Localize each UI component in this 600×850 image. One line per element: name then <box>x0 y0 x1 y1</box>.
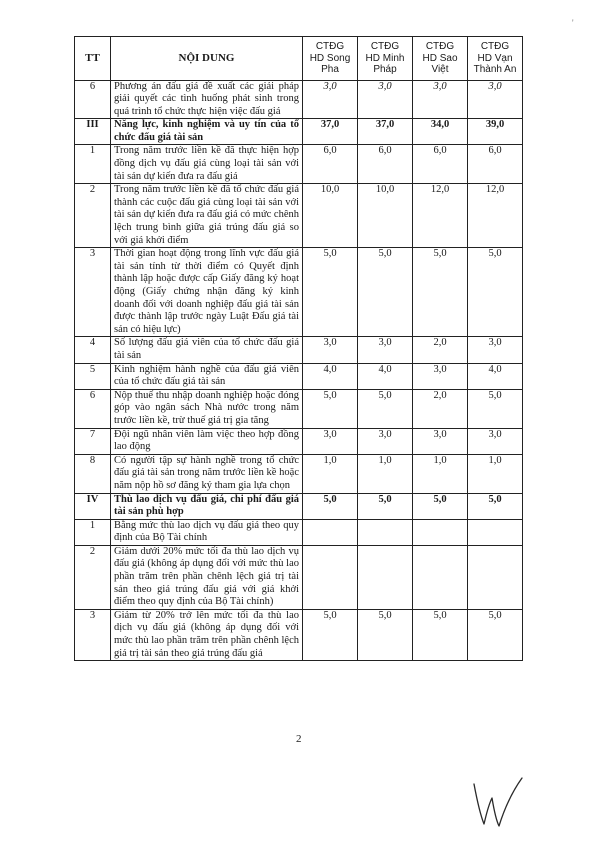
score-cell <box>413 545 468 609</box>
score-cell: 2,0 <box>413 389 468 428</box>
evaluation-table <box>74 36 523 661</box>
row-number: 5 <box>75 363 111 389</box>
score-cell: 4,0 <box>303 363 358 389</box>
header-line: Pháp <box>373 64 397 75</box>
score-cell: 5,0 <box>303 609 358 660</box>
table-row <box>75 248 523 337</box>
criterion-text: Năng lực, kinh nghiệm và uy tín của tổ chức đấu giá tài sản <box>111 119 303 145</box>
row-number: 3 <box>75 248 111 337</box>
row-number: 2 <box>75 184 111 248</box>
score-cell: 3,0 <box>303 428 358 454</box>
score-cell <box>468 545 523 609</box>
score-cell <box>358 545 413 609</box>
header-line: HD Song <box>309 52 351 64</box>
score-cell: 6,0 <box>358 145 413 184</box>
header-row <box>75 37 523 81</box>
score-cell: 5,0 <box>358 493 413 519</box>
row-number: 2 <box>75 545 111 609</box>
row-number: 6 <box>75 80 111 119</box>
table-row <box>75 609 523 660</box>
criterion-text: Đội ngũ nhân viên làm việc theo hợp đồng lao động <box>111 428 303 454</box>
score-cell <box>358 519 413 545</box>
row-number: 8 <box>75 454 111 493</box>
row-number: 6 <box>75 389 111 428</box>
table-row <box>75 119 523 145</box>
score-cell: 5,0 <box>303 248 358 337</box>
score-cell: 5,0 <box>413 493 468 519</box>
score-cell: 5,0 <box>413 609 468 660</box>
score-cell: 1,0 <box>468 454 523 493</box>
score-cell: 5,0 <box>358 609 413 660</box>
criterion-text: Trong năm trước liền kề đã tổ chức đấu giá thành các cuộc đấu giá cùng loại tài sản với tài sản dự kiến đưa ra đấu giá có mức chênh lệch trung bình giữa giá trúng đấu giá so với giá khởi điểm <box>111 184 303 248</box>
score-cell: 5,0 <box>303 493 358 519</box>
row-number: III <box>75 119 111 145</box>
table-row <box>75 545 523 609</box>
score-cell: 3,0 <box>413 363 468 389</box>
score-cell: 2,0 <box>413 337 468 363</box>
header-col-sao-viet <box>413 37 468 81</box>
row-number: 7 <box>75 428 111 454</box>
score-cell: 39,0 <box>468 119 523 145</box>
row-number: 3 <box>75 609 111 660</box>
table-row <box>75 184 523 248</box>
score-cell: 3,0 <box>413 428 468 454</box>
table-row <box>75 493 523 519</box>
criterion-text: Kinh nghiệm hành nghề của đấu giá viên của tổ chức đấu giá tài sản <box>111 363 303 389</box>
score-cell: 3,0 <box>303 80 358 119</box>
header-line: CTĐG <box>425 41 455 52</box>
score-cell <box>413 519 468 545</box>
table-row <box>75 428 523 454</box>
score-cell: 6,0 <box>413 145 468 184</box>
table-row <box>75 80 523 119</box>
score-cell: 3,0 <box>468 428 523 454</box>
header-line: CTĐG <box>315 41 345 52</box>
header-line: Thành An <box>473 64 517 75</box>
header-line: HD Sao <box>422 52 458 64</box>
header-col-van-thanh-an <box>468 37 523 81</box>
score-cell: 12,0 <box>413 184 468 248</box>
criterion-text: Phương án đấu giá đề xuất các giải pháp giải quyết các tình huống phát sinh trong quá trình tổ chức thực hiện việc đấu giá <box>111 80 303 119</box>
header-col-minh-phap <box>358 37 413 81</box>
score-cell: 5,0 <box>468 609 523 660</box>
score-cell: 5,0 <box>358 248 413 337</box>
handwritten-signature <box>468 770 528 834</box>
score-cell: 37,0 <box>358 119 413 145</box>
table-row <box>75 454 523 493</box>
table-row <box>75 389 523 428</box>
header-col-song-pha <box>303 37 358 81</box>
header-line: CTĐG <box>370 41 400 52</box>
table-row <box>75 337 523 363</box>
row-number: IV <box>75 493 111 519</box>
criterion-text: Giảm dưới 20% mức tối đa thù lao dịch vụ đấu giá (không áp dụng đối với mức thù lao phần trăm trên phần chênh lệch giá trị tài sản theo giá trúng đấu giá với giá khởi điểm theo quy định của Bộ Tài chính) <box>111 545 303 609</box>
score-cell: 5,0 <box>413 248 468 337</box>
score-cell: 3,0 <box>413 80 468 119</box>
score-cell: 1,0 <box>358 454 413 493</box>
page-number: 2 <box>296 733 302 745</box>
criterion-text: Số lượng đấu giá viên của tổ chức đấu giá tài sản <box>111 337 303 363</box>
header-tt: TT <box>75 37 111 81</box>
criterion-text: Bằng mức thù lao dịch vụ đấu giá theo quy định của Bộ Tài chính <box>111 519 303 545</box>
criterion-text: Thời gian hoạt động trong lĩnh vực đấu giá tài sản tính từ thời điểm có Quyết định thành lập hoặc được cấp Giấy đăng ký hoạt động (Giấy chứng nhận đăng ký kinh doanh đối với doanh nghiệp đấu giá tài sản được thành lập trước ngày Luật Đấu giá tài sản có hiệu lực) <box>111 248 303 337</box>
score-cell: 3,0 <box>358 428 413 454</box>
criterion-text: Giảm từ 20% trở lên mức tối đa thù lao dịch vụ đấu giá (không áp dụng đối với mức thù lao phần trăm trên phần chênh lệch giá trị tài sản theo giá trúng đấu giá <box>111 609 303 660</box>
criterion-text: Có người tập sự hành nghề trong tổ chức đấu giá tài sản trong năm trước liền kề hoặc năm nộp hồ sơ đăng ký tham gia lựa chọn <box>111 454 303 493</box>
header-line: HD Vạn <box>477 52 513 64</box>
header-line: Việt <box>431 64 449 75</box>
score-cell: 10,0 <box>303 184 358 248</box>
header-line: Pha <box>321 64 339 75</box>
score-cell: 12,0 <box>468 184 523 248</box>
table-row <box>75 363 523 389</box>
score-cell: 3,0 <box>468 337 523 363</box>
row-number: 1 <box>75 519 111 545</box>
score-cell <box>468 519 523 545</box>
header-line: CTĐG <box>480 41 510 52</box>
score-cell: 34,0 <box>413 119 468 145</box>
score-cell: 37,0 <box>303 119 358 145</box>
corner-mark: ' <box>572 18 574 28</box>
score-cell: 5,0 <box>468 248 523 337</box>
score-cell: 1,0 <box>413 454 468 493</box>
score-cell: 6,0 <box>468 145 523 184</box>
score-cell: 3,0 <box>358 80 413 119</box>
score-cell: 5,0 <box>303 389 358 428</box>
criterion-text: Trong năm trước liền kề đã thực hiện hợp đồng dịch vụ đấu giá cùng loại tài sản với tài sản dự kiến đưa ra đấu giá <box>111 145 303 184</box>
score-cell: 3,0 <box>303 337 358 363</box>
score-cell: 5,0 <box>468 389 523 428</box>
header-line: HD Minh <box>365 52 405 64</box>
criterion-text: Thù lao dịch vụ đấu giá, chi phí đấu giá tài sản phù hợp <box>111 493 303 519</box>
score-cell: 1,0 <box>303 454 358 493</box>
row-number: 1 <box>75 145 111 184</box>
criterion-text: Nộp thuế thu nhập doanh nghiệp hoặc đóng góp vào ngân sách Nhà nước trong năm trước liền kề, trừ thuế giá trị gia tăng <box>111 389 303 428</box>
header-content: NỘI DUNG <box>111 37 303 81</box>
score-cell: 6,0 <box>303 145 358 184</box>
score-cell: 4,0 <box>358 363 413 389</box>
score-cell: 5,0 <box>358 389 413 428</box>
score-cell <box>303 545 358 609</box>
score-cell <box>303 519 358 545</box>
table-row <box>75 145 523 184</box>
table-row <box>75 519 523 545</box>
score-cell: 3,0 <box>358 337 413 363</box>
row-number: 4 <box>75 337 111 363</box>
score-cell: 10,0 <box>358 184 413 248</box>
score-cell: 4,0 <box>468 363 523 389</box>
score-cell: 3,0 <box>468 80 523 119</box>
score-cell: 5,0 <box>468 493 523 519</box>
